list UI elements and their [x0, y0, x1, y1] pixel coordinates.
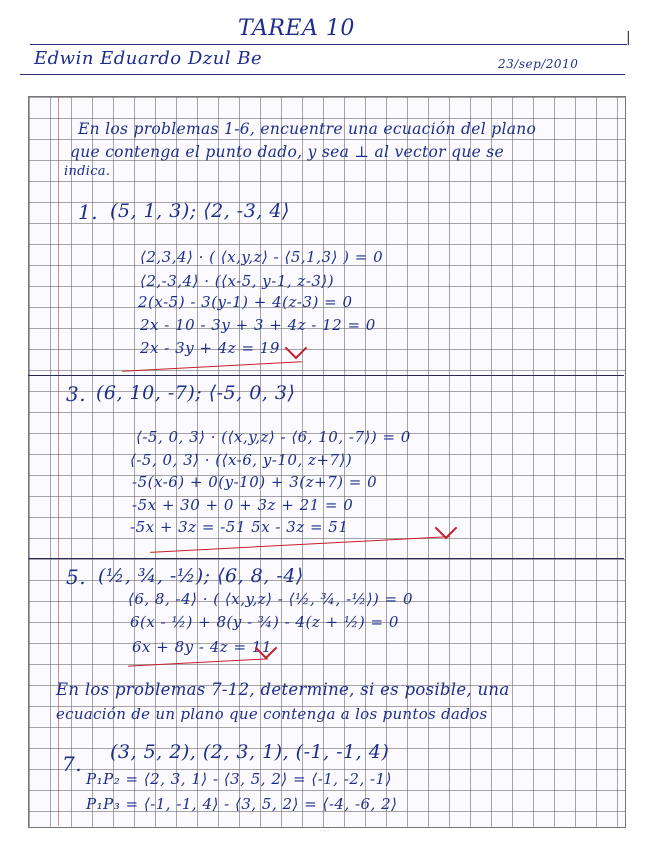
intro-line-3: indica. [64, 164, 111, 179]
intro-line-1: En los problemas 1-6, encuentre una ecuación del plano [78, 120, 537, 138]
problem-5-number: 5. [66, 565, 87, 589]
date: 23/sep/2010 [498, 57, 579, 71]
problem-3-separator [28, 558, 624, 559]
intro2-line-1: En los problemas 7-12, determine, si es posible, una [56, 680, 510, 699]
problem-3-answer: -5x + 3z = -51 5x - 3z = 51 [130, 518, 349, 536]
student-name: Edwin Eduardo Dzul Be [34, 48, 263, 69]
margin-mark: | [626, 30, 631, 46]
problem-3-step-1: ⟨-5, 0, 3⟩ · (⟨x,y,z⟩ - ⟨6, 10, -7⟩) = 0 [136, 428, 411, 446]
problem-3-given: (6, 10, -7); ⟨-5, 0, 3⟩ [96, 382, 296, 404]
problem-1-separator [28, 375, 624, 376]
problem-5-answer: 6x + 8y - 4z = 11 [132, 638, 272, 656]
problem-1-given: (5, 1, 3); ⟨2, -3, 4⟩ [110, 200, 290, 222]
problem-3-step-2: ⟨-5, 0, 3⟩ · (⟨x-6, y-10, z+7⟩) [130, 451, 353, 469]
header-rule-top [30, 44, 627, 45]
problem-5-given: (½, ¾, -½); ⟨6, 8, -4⟩ [98, 565, 304, 587]
problem-3-number: 3. [66, 382, 87, 406]
problem-5-step-2: 6(x - ½) + 8(y - ¾) - 4(z + ½) = 0 [130, 613, 399, 631]
problem-1-number: 1. [78, 200, 99, 224]
problem-1-step-4: 2x - 10 - 3y + 3 + 4z - 12 = 0 [140, 316, 376, 334]
problem-5-step-1: ⟨6, 8, -4⟩ · ( ⟨x,y,z⟩ - ⟨½, ¾, -½⟩) = 0 [128, 590, 414, 608]
problem-7-step-1: P₁P₂ = ⟨2, 3, 1⟩ - ⟨3, 5, 2⟩ = ⟨-1, -2, -1⟩ [86, 770, 392, 788]
problem-1-step-1: ⟨2,3,4⟩ · ( ⟨x,y,z⟩ - ⟨5,1,3⟩ ) = 0 [140, 248, 384, 266]
problem-1-step-2: ⟨2,-3,4⟩ · (⟨x-5, y-1, z-3⟩) [140, 272, 335, 290]
problem-1-answer: 2x - 3y + 4z = 19 [140, 339, 280, 357]
intro2-line-2: ecuación de un plano que contenga a los puntos dados [56, 705, 488, 723]
problem-7-number: 7. [62, 752, 83, 776]
intro-line-2: que contenga el punto dado, y sea ⊥ al vector que se [70, 143, 505, 161]
problem-7-step-2: P₁P₃ = ⟨-1, -1, 4⟩ - ⟨3, 5, 2⟩ = ⟨-4, -6, 2⟩ [86, 795, 398, 813]
problem-7-given: (3, 5, 2), (2, 3, 1), (-1, -1, 4) [110, 741, 390, 763]
problem-1-step-3: 2(x-5) - 3(y-1) + 4(z-3) = 0 [138, 293, 353, 311]
header-rule-bottom [20, 74, 625, 75]
problem-3-step-4: -5x + 30 + 0 + 3z + 21 = 0 [132, 496, 354, 514]
footer-scan-mark: · · · [320, 828, 330, 835]
assignment-title: TAREA 10 [238, 16, 355, 41]
problem-3-step-3: -5(x-6) + 0(y-10) + 3(z+7) = 0 [132, 473, 378, 491]
